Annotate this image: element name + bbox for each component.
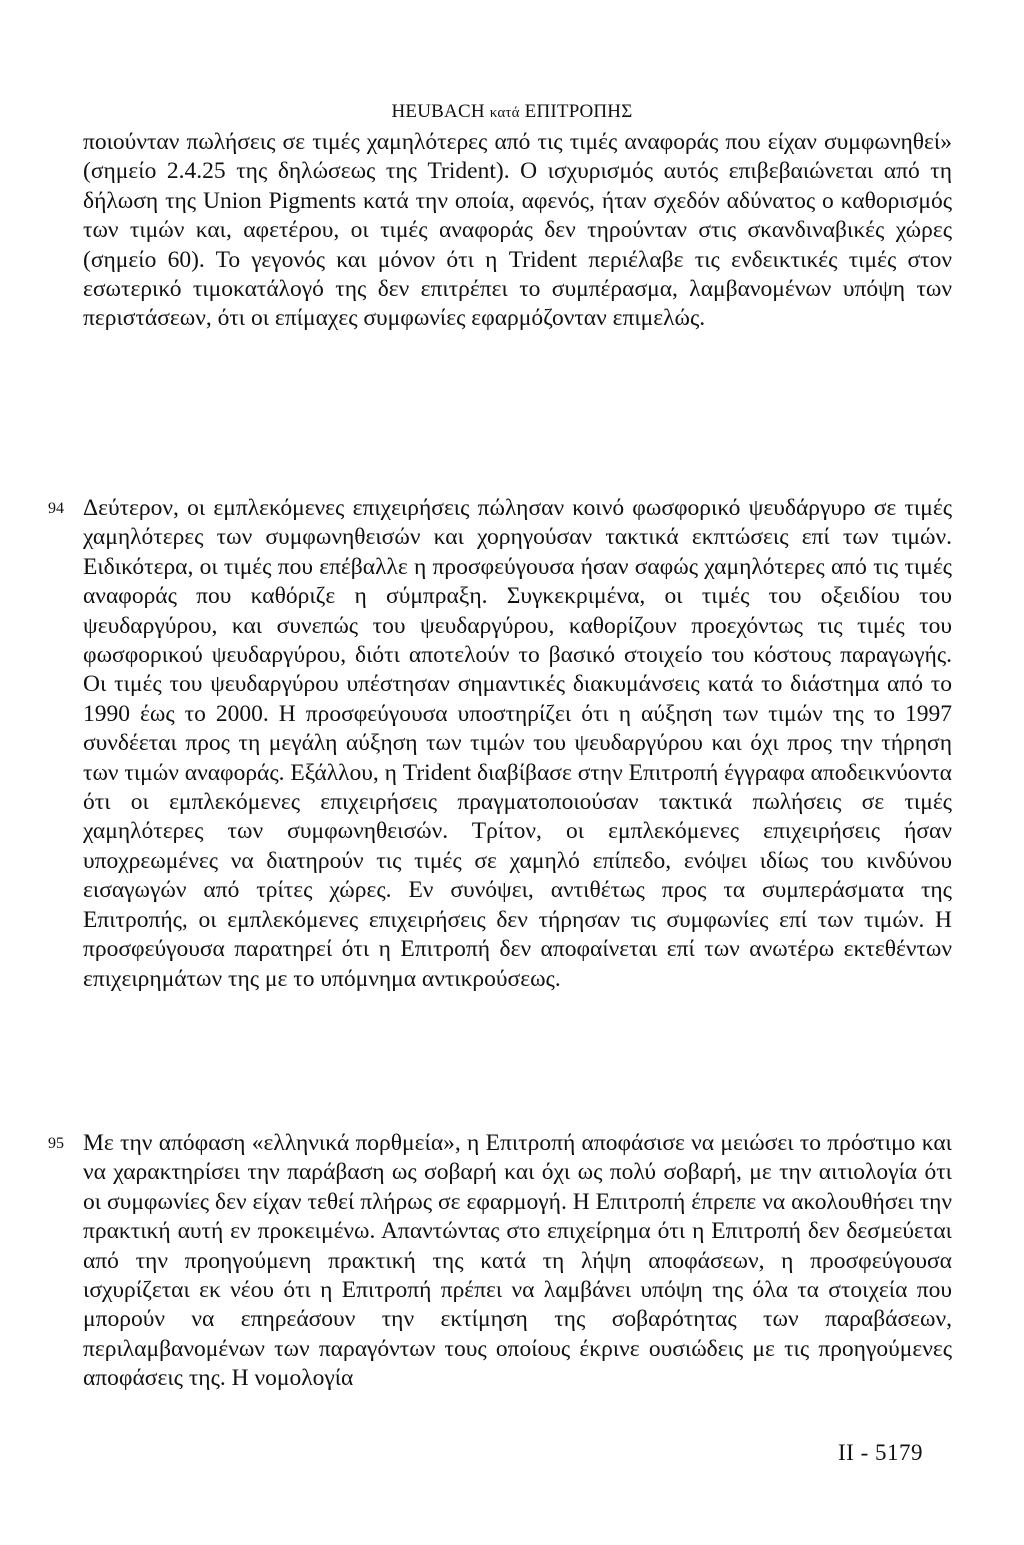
running-header [0,101,1024,123]
header-versus: κατά [489,105,520,121]
header-institution: ΕΠΙΤΡΟΠΗΣ [524,101,633,122]
paragraph-number-94: 94 [48,500,64,517]
paragraph-94: Δεύτερον, οι εμπλεκόμενες επιχειρήσεις πώλησαν κοινό φωσφορικό ψευδάργυρο σε τιμές χαμηλότερες των συμφωνηθεισών και χορηγούσαν τακτικά εκπτώσεις επί των τιμών. Ειδικότερα, οι τιμές που επέβαλλε η προσφεύγουσα ήσαν σαφώς χαμηλότερες από τις τιμές αναφοράς που καθόριζε η σύμπραξη. Συγκεκριμένα, οι τιμές του οξειδίου του ψευδαργύρου, και συνεπώς του ψευδαργύρου, καθορίζουν προεχόντως τις τιμές του φωσφορικού ψευδαργύρου, διότι αποτελούν το βασικό στοιχείο του κόστους παραγωγής. Οι τιμές του ψευδαργύρου υπέστησαν σημαντικές διακυμάνσεις κατά το διάστημα από το 1990 έως το 2000. Η προσφεύγουσα υποστηρίζει ότι η αύξηση των τιμών της το 1997 συνδέεται προς τη μεγάλη αύξηση των τιμών του ψευδαργύρου και όχι προς την τήρηση των τιμών αναφοράς. Εξάλλου, η Trident διαβίβασε στην Επιτροπή έγγραφα αποδεικνύοντα ότι οι εμπλεκόμενες επιχειρήσεις πραγματοποιούσαν τακτικά πωλήσεις σε τιμές χαμηλότερες των συμφωνηθεισών. Τρίτον, οι εμπλεκόμενες επιχειρήσεις ήσαν υποχρεωμένες να διατηρούν τις τιμές σε χαμηλό επίπεδο, ενόψει ιδίως του κινδύνου εισαγωγών από τρίτες χώρες. Εν συνόψει, αντιθέτως προς τα συμπεράσματα της Επιτροπής, οι εμπλεκόμενες επιχειρήσεις δεν τήρησαν τις συμφωνίες επί των τιμών. Η προσφεύγουσα παρατηρεί ότι η Επιτροπή δεν αποφαίνεται επί των ανωτέρω εκτεθέντων επιχειρημάτων της με το υπόμνημα αντικρούσεως. [83,495,952,992]
paragraph-95: Με την απόφαση «ελληνικά πορθμεία», η Επιτροπή αποφάσισε να μειώσει το πρόστιμο και να χαρακτηρίσει την παράβαση ως σοβαρή και όχι ως πολύ σοβαρή, με την αιτιολογία ότι οι συμφωνίες δεν είχαν τεθεί πλήρως σε εφαρμογή. Η Επιτροπή έπρεπε να ακολουθήσει την πρακτική αυτή εν προκειμένω. Απαντώντας στο επιχείρημα ότι η Επιτροπή δεν δεσμεύεται από την προηγούμενη πρακτική της κατά τη λήψη αποφάσεων, η προσφεύγουσα ισχυρίζεται εκ νέου ότι η Επιτροπή πρέπει να λαμβάνει υπόψη της όλα τα στοιχεία που μπορούν να επηρεάσουν την εκτίμηση της σοβαρότητας των παραβάσεων, περιλαμβανομένων των παραγόντων τους οποίους έκρινε ουσιώδεις με τις προηγούμενες αποφάσεις της. Η νομολογία [83,1130,952,1392]
paragraph-continued: ποιούνταν πωλήσεις σε τιμές χαμηλότερες από τις τιμές αναφοράς που είχαν συμφωνηθεί» (σημείο 2.4.25 της δηλώσεως της Trident). Ο ισχυρισμός αυτός επιβεβαιώνεται από τη δήλωση της Union Pigments κατά την οποία, αφενός, ήταν σχεδόν αδύνατος ο καθορισμός των τιμών και, αφετέρου, οι τιμές αναφοράς δεν τηρούνταν στις σκανδιναβικές χώρες (σημείο 60). Το γεγονός και μόνον ότι η Trident περιέλαβε τις ενδεικτικές τιμές στον εσωτερικό τιμοκατάλογό της δεν επιτρέπει το συμπέρασμα, λαμβανομένων υπόψη των περιστάσεων, ότι οι επίμαχες συμφωνίες εφαρμόζονταν επιμελώς. [83,129,952,332]
paragraph-number-95: 95 [48,1135,64,1152]
page-number: II - 5179 [838,1440,923,1465]
header-party: HEUBACH [391,101,485,122]
